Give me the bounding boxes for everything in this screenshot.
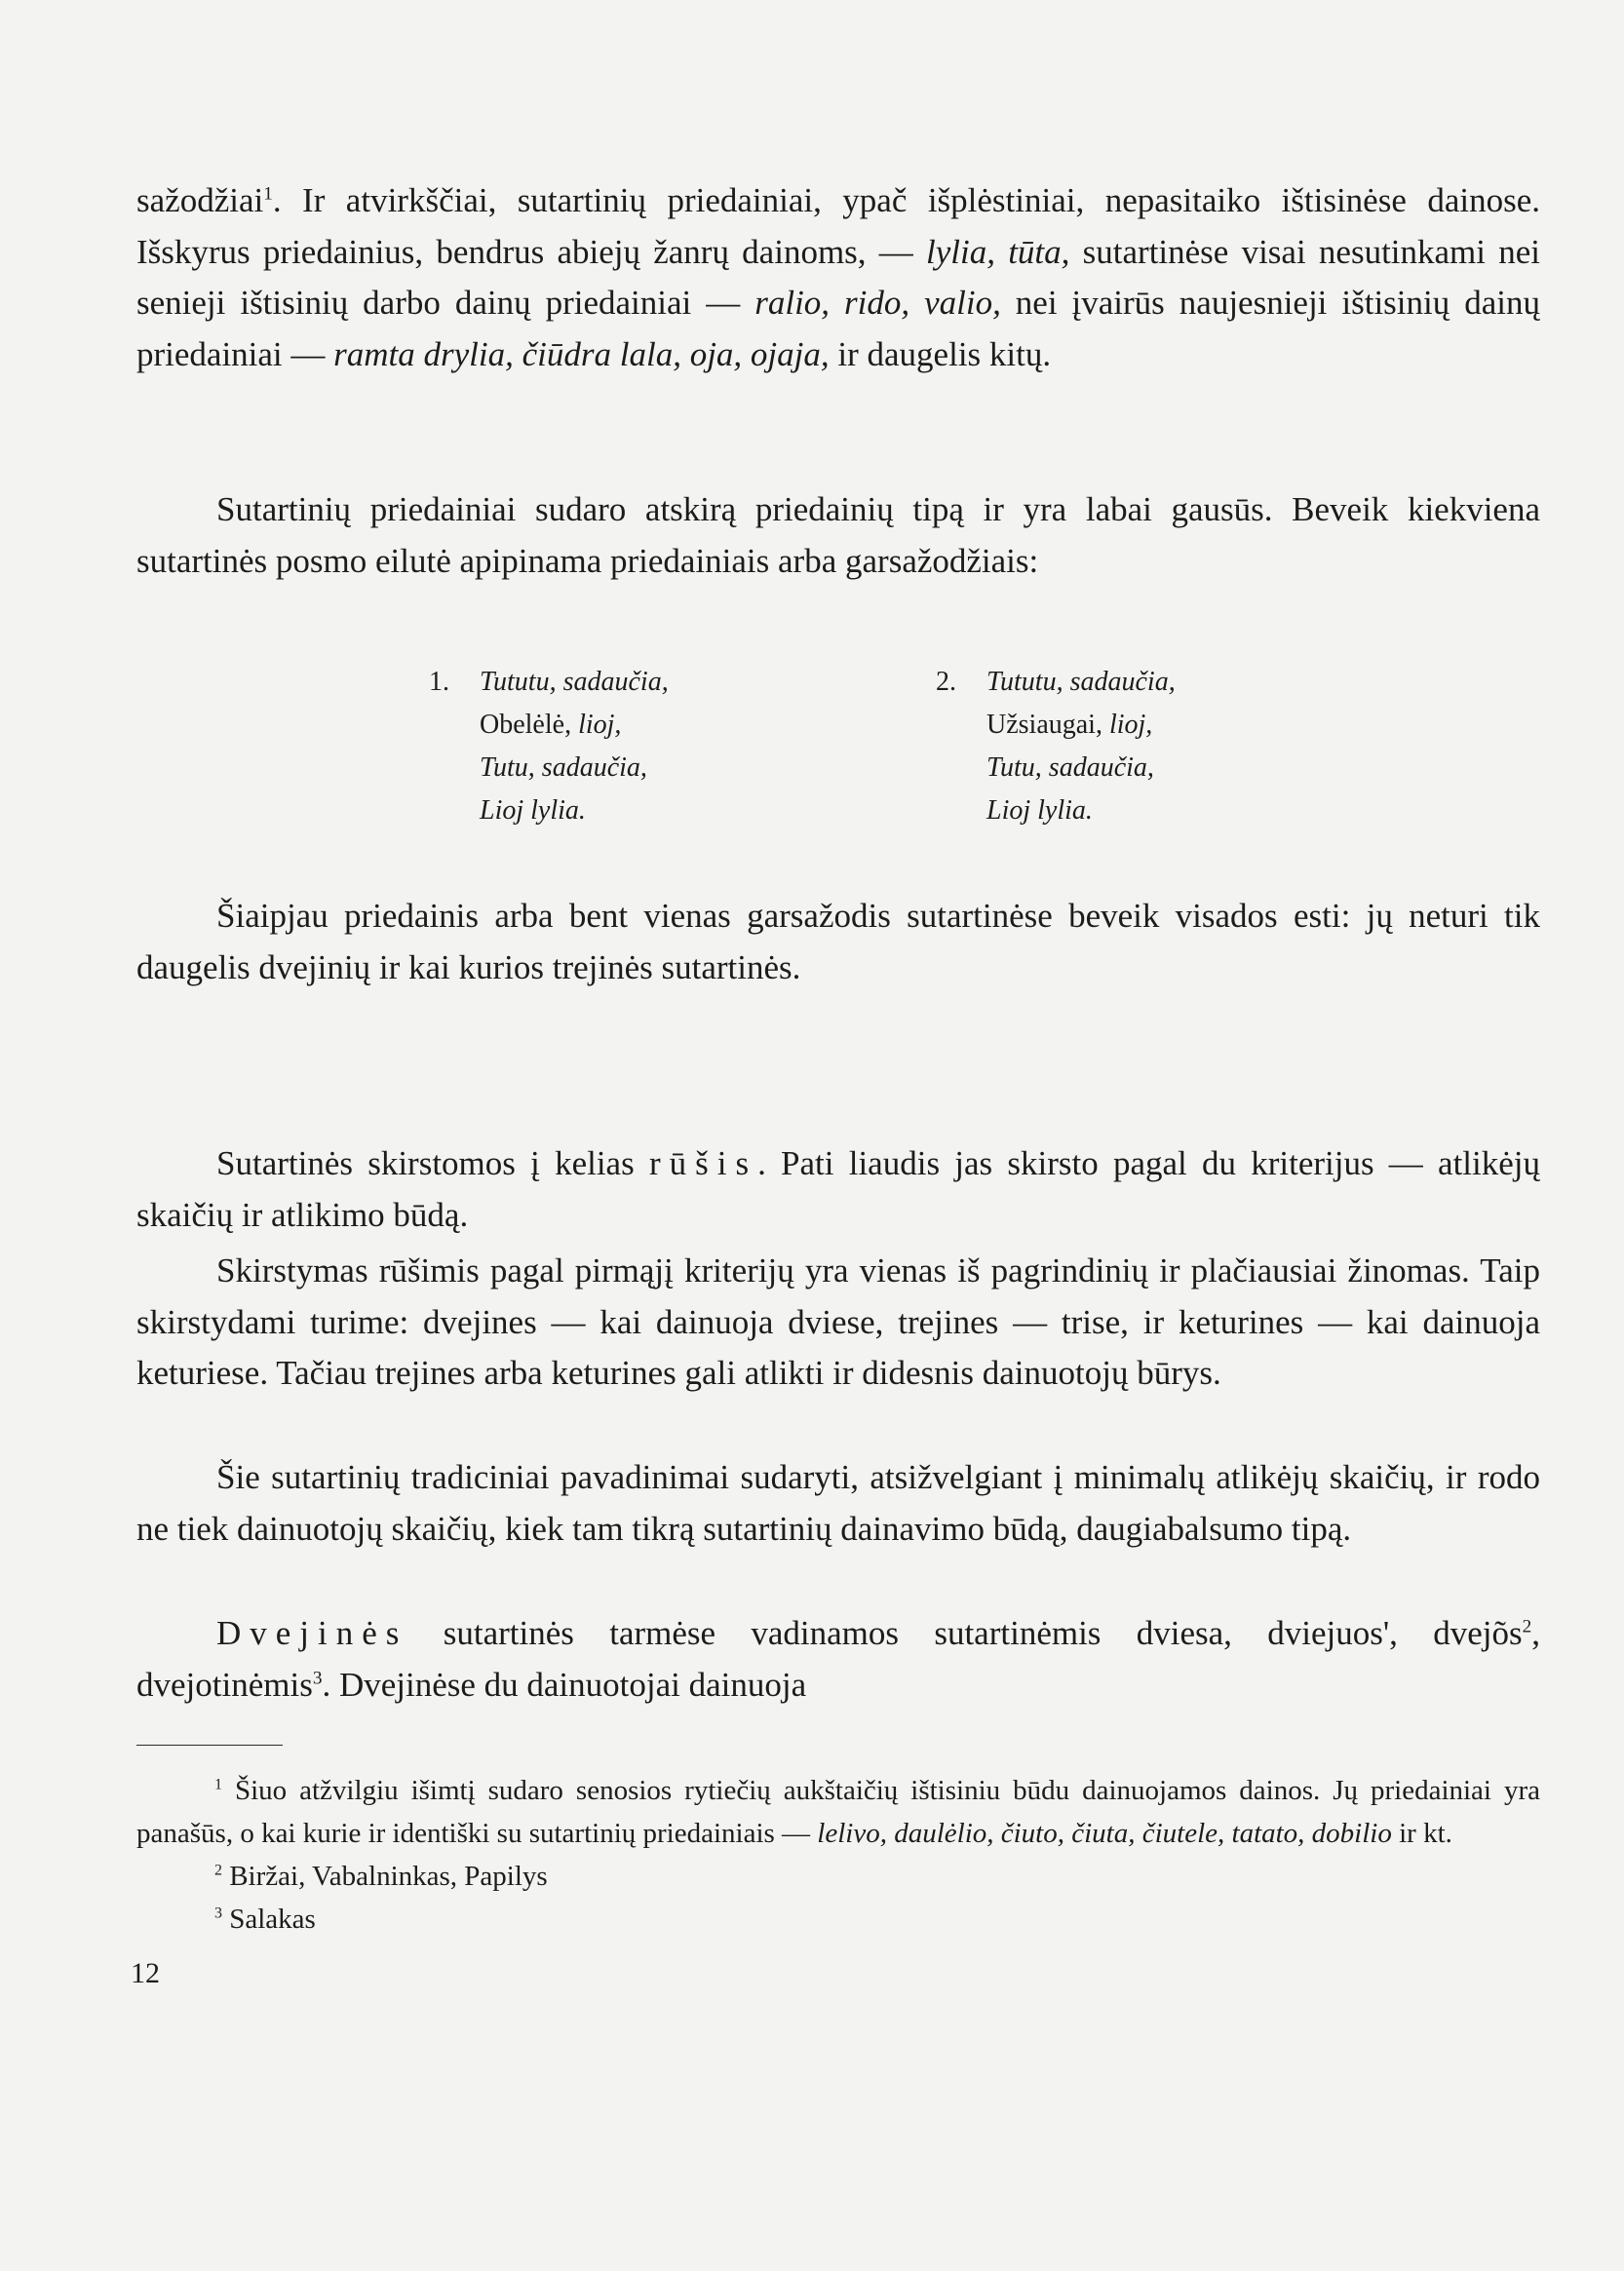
verse-line: Tututu, sadaučia, <box>480 667 669 697</box>
paragraph-4 <box>136 1138 1540 1241</box>
italic-refrain: ramta drylia, čiūdra lala, oja, ojaja, <box>333 334 830 373</box>
paragraph-3 <box>136 891 1540 993</box>
verse-number: 1. <box>429 667 449 697</box>
text-run: . Ir atvirkščiai, sutartinių priedainiai, ypač išplėstiniai, nepasitaiko ištisinėse dainose. Išskyrus priedainius, bendrus abiejų žanrų dainoms, — <box>136 181 1540 271</box>
text-run: sutartinės tarmėse vadinamos sutartinėmis dviesa, dviejuos', dvejõs <box>407 1614 1523 1652</box>
spaced-term: rūšis <box>648 1144 758 1182</box>
italic-refrain: lylia, tūta, <box>926 232 1070 271</box>
verse-line: Lioj lylia. <box>986 795 1093 826</box>
verse-line: Lioj lylia. <box>480 795 586 826</box>
verse-line: Tutu, sadaučia, <box>986 752 1154 783</box>
footnote-3 <box>136 1898 1540 1941</box>
verse-2 <box>936 661 1443 832</box>
verse-refrain: lioj, <box>1108 710 1153 740</box>
text-run: sažodžiai <box>136 181 264 219</box>
footnote-ref-1: 1 <box>263 183 273 205</box>
footnote-1 <box>136 1769 1540 1855</box>
verse-line: Tutu, sadaučia, <box>480 752 647 783</box>
paragraph-text: Skirstymas rūšimis pagal pirmąjį kriterijų yra vienas iš pagrindinių ir plačiausiai žinomas. Taip skirstydami turime: dvejines — kai dainuoja dviese, trejines — trise, ir keturines — kai dainuoja keturiese. Tačiau trejines arba keturines gali atlikti ir didesnis dainuotojų būrys. <box>136 1251 1540 1392</box>
footnote-mark: 1 <box>214 1776 222 1793</box>
page-number: 12 <box>131 1957 160 1989</box>
footnote-divider <box>136 1745 283 1746</box>
verse-examples <box>429 661 1443 832</box>
paragraph-text: Šiaipjau priedainis arba bent vienas garsažodis sutartinėse beveik visados esti: jų neturi tik daugelis dvejinių ir kai kurios trejinės sutartinės. <box>136 897 1540 986</box>
italic-refrain-list: lelivo, daulėlio, čiuto, čiuta, čiutele, tatato, dobilio <box>817 1818 1392 1849</box>
footnote-mark: 2 <box>214 1862 222 1879</box>
text-run: Sutartinės skirstomos į kelias <box>216 1144 649 1182</box>
footnotes <box>136 1769 1540 1941</box>
footnote-ref-2: 2 <box>1522 1616 1532 1637</box>
footnote-2 <box>136 1855 1540 1898</box>
text-run: , dvejotinėmis <box>136 1614 1540 1704</box>
paragraph-7 <box>136 1608 1540 1711</box>
text-run: Biržai, Vabalninkas, Papilys <box>221 1861 548 1892</box>
paragraph-1 <box>136 175 1540 380</box>
verse-1 <box>429 661 936 832</box>
paragraph-text: Sutartinių priedainiai sudaro atskirą priedainių tipą ir yra labai gausūs. Beveik kiekviena sutartinės posmo eilutė apipinama priedainiais arba garsažodžiais: <box>136 490 1540 580</box>
text-run: Šiuo atžvilgiu išimtį sudaro senosios rytiečių aukštaičių ištisiniu būdu dainuojamos dainos. Jų priedainiai yra panašūs, o kai kurie ir identiški su sutartinių priedainiais — <box>136 1775 1540 1849</box>
spaced-term: Dvejinės <box>216 1614 408 1652</box>
verse-line: Užsiaugai, <box>986 710 1109 740</box>
text-run: Salakas <box>221 1904 316 1935</box>
text-run: . Pati liaudis jas skirsto pagal du kriterijus — atlikėjų skaičių ir atlikimo būdą. <box>136 1144 1540 1234</box>
text-run: ir kt. <box>1391 1818 1452 1849</box>
verse-line: Obelėlė, <box>480 710 579 740</box>
text-run: nei įvairūs naujesnieji ištisinių dainų priedainiai — <box>136 284 1540 373</box>
verse-refrain: lioj, <box>578 710 622 740</box>
verse-line: Tututu, sadaučia, <box>986 667 1176 697</box>
paragraph-6 <box>136 1452 1540 1555</box>
footnote-ref-3: 3 <box>312 1667 323 1688</box>
footnote-mark: 3 <box>214 1905 222 1922</box>
paragraph-text: Šie sutartinių tradiciniai pavadinimai sudaryti, atsižvelgiant į minimalų atlikėjų skaičių, ir rodo ne tiek dainuotojų skaičių, kiek tam tikrą sutartinių dainavimo būdą, daugiabalsumo tipą. <box>136 1458 1540 1548</box>
text-run: . Dvejinėse du dainuotojai dainuoja <box>322 1665 807 1704</box>
verse-number: 2. <box>936 667 956 697</box>
italic-refrain: ralio, rido, valio, <box>754 284 1001 322</box>
text-run: sutartinėse visai nesutinkami nei senieji ištisinių darbo dainų priedainiai — <box>136 232 1540 322</box>
paragraph-5 <box>136 1246 1540 1400</box>
paragraph-2 <box>136 484 1540 587</box>
text-run: ir daugelis kitų. <box>829 334 1052 373</box>
